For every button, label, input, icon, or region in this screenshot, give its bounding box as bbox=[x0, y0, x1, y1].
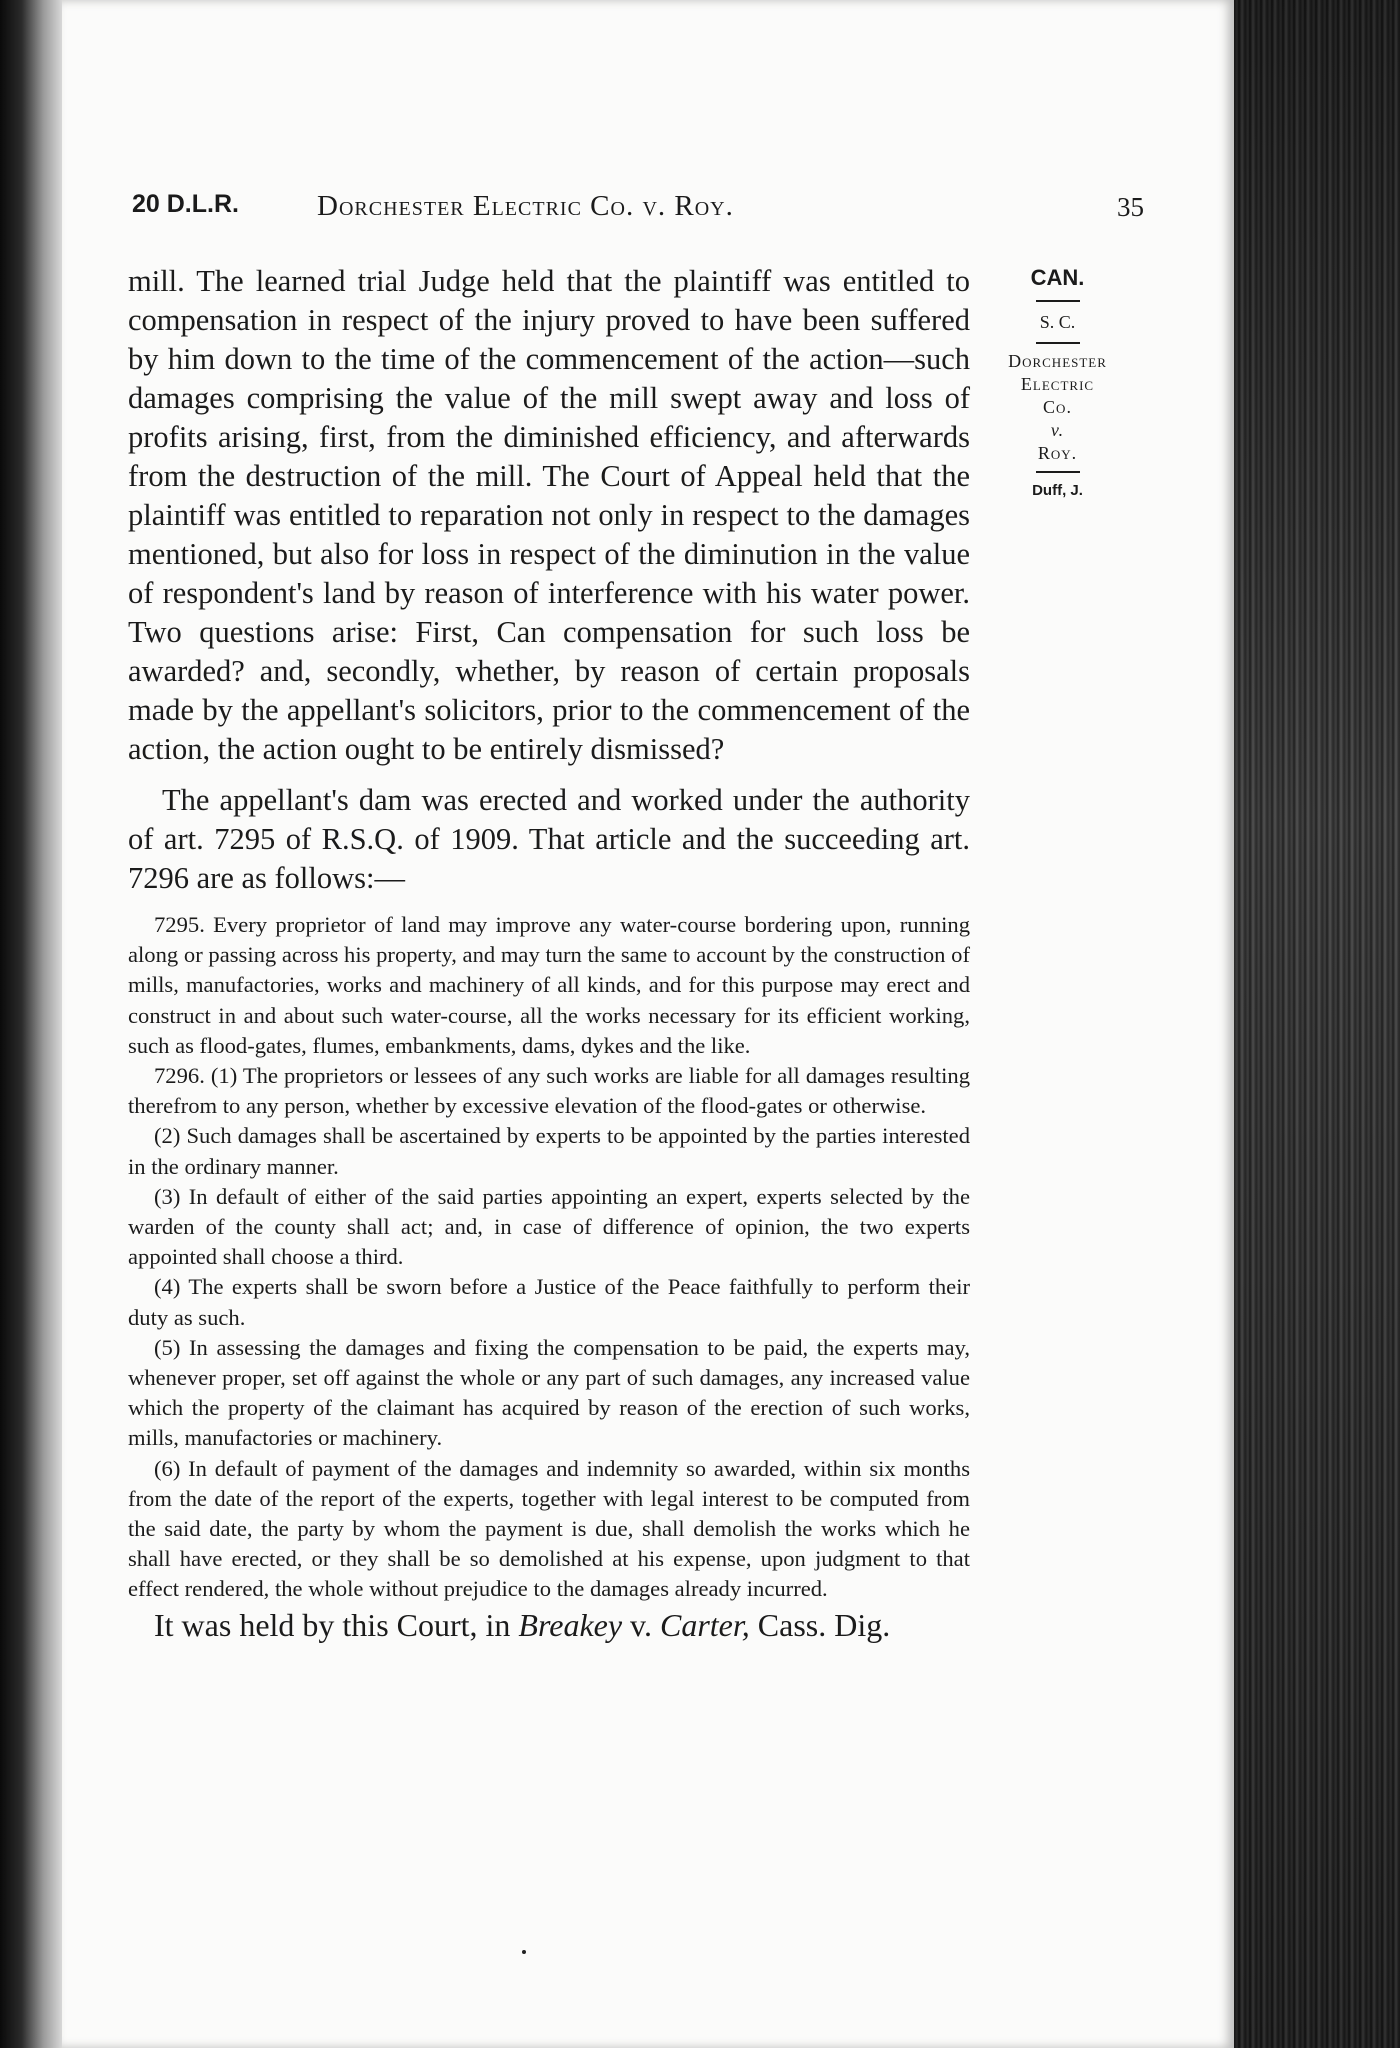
case-name-line: Electric bbox=[1020, 374, 1095, 394]
paragraph-2: The appellant's dam was erected and worked under the authority of art. 7295 of R.S.Q. of 1909. That article and the succeeding art. 7296 are as follows:— bbox=[128, 783, 970, 895]
statute-7296-4: (4) The experts shall be sworn before a Justice of the Peace faithfully to perform their duty as such. bbox=[128, 1274, 970, 1330]
case-name-line: Dorchester bbox=[1008, 351, 1107, 371]
main-text bbox=[128, 262, 970, 1645]
final-line-text-c: Cass. Dig. bbox=[749, 1606, 891, 1643]
statute-quote bbox=[128, 910, 970, 1605]
divider bbox=[1036, 471, 1080, 473]
book-page-edges-right bbox=[1234, 0, 1400, 2048]
case-name-breakey: Breakey bbox=[518, 1606, 623, 1643]
judge-label: Duff, J. bbox=[1032, 482, 1083, 499]
paragraph-1: mill. The learned trial Judge held that the plaintiff was entitled to compensation in respect of the injury proved to have been suffered by him down to the time of the commencement of the action—such damages comprising the value of the mill swept away and loss of profits arising, first, from the diminished efficiency, and afterwards from the destruction of the mill. The Court of Appeal held that the plaintiff was entitled to reparation not only in respect to the damages mentioned, but also for loss in respect of the diminution in the value of respondent's land by reason of interference with his water power. Two questions arise: First, Can compensation for such loss be awarded? and, secondly, whether, by reason of certain proposals made by the appellant's solicitors, prior to the commencement of the action, the action ought to be entirely dismissed? bbox=[128, 264, 970, 766]
case-name-line: Co. bbox=[1043, 397, 1072, 417]
running-title: Dorchester Electric Co. v. Roy. bbox=[317, 190, 734, 222]
case-name-line: Roy. bbox=[1037, 443, 1078, 463]
jurisdiction-label: CAN. bbox=[1030, 265, 1085, 290]
statute-7296-3: (3) In default of either of the said parties appointing an expert, experts selected by the warden of the county shall act; and, in case of difference of opinion, the two experts appointed shall choose a third. bbox=[128, 1183, 970, 1270]
statute-7295: 7295. Every proprietor of land may improve any water-course bordering upon, running along or passing across his property, and may turn the same to account by the construction of mills, manufactories, works and machinery of all kinds, and for this purpose may erect and construct in and about such water-course, all the works necessary for its efficient working, such as flood-gates, flumes, embankments, dams, dykes and the like. bbox=[128, 912, 970, 1058]
versus-label: v. bbox=[1050, 420, 1065, 440]
statute-7296-2: (2) Such damages shall be ascertained by experts to be appointed by the parties interested in the ordinary manner. bbox=[128, 1123, 970, 1179]
case-name-carter: Carter, bbox=[659, 1606, 750, 1643]
page-speck bbox=[522, 1950, 526, 1954]
statute-7296-1: 7296. (1) The proprietors or lessees of any such works are liable for all damages resulting therefrom to any person, whether by excessive elevation of the flood-gates or otherwise. bbox=[128, 1063, 970, 1119]
statute-7296-5: (5) In assessing the damages and fixing the compensation to be paid, the experts may, whenever proper, set off against the whole or any part of such damages, any increased value which the property of the claimant has acquired by reason of the erection of such works, mills, manufactories or machinery. bbox=[128, 1334, 970, 1451]
statute-7296-6: (6) In default of payment of the damages and indemnity so awarded, within six months from the date of the report of the experts, together with legal interest to be computed from the said date, the party by whom the payment is due, shall demolish the works which he shall have erected, or they shall be so demolished at his expense, upon judgment to that effect rendered, the whole without prejudice to the damages already incurred. bbox=[128, 1455, 970, 1602]
volume-label: 20 D.L.R. bbox=[132, 190, 239, 218]
running-header bbox=[132, 190, 1144, 230]
divider bbox=[1036, 300, 1080, 302]
side-note bbox=[985, 262, 1130, 502]
divider bbox=[1036, 342, 1080, 344]
book-gutter-left bbox=[0, 0, 62, 2048]
final-line bbox=[128, 1605, 970, 1645]
page-number: 35 bbox=[1117, 192, 1144, 222]
final-line-text-b: v. bbox=[622, 1606, 660, 1643]
final-line-text-a: It was held by this Court, in bbox=[154, 1606, 519, 1643]
case-name-line bbox=[985, 419, 1130, 442]
court-label: S. C. bbox=[1039, 312, 1076, 332]
